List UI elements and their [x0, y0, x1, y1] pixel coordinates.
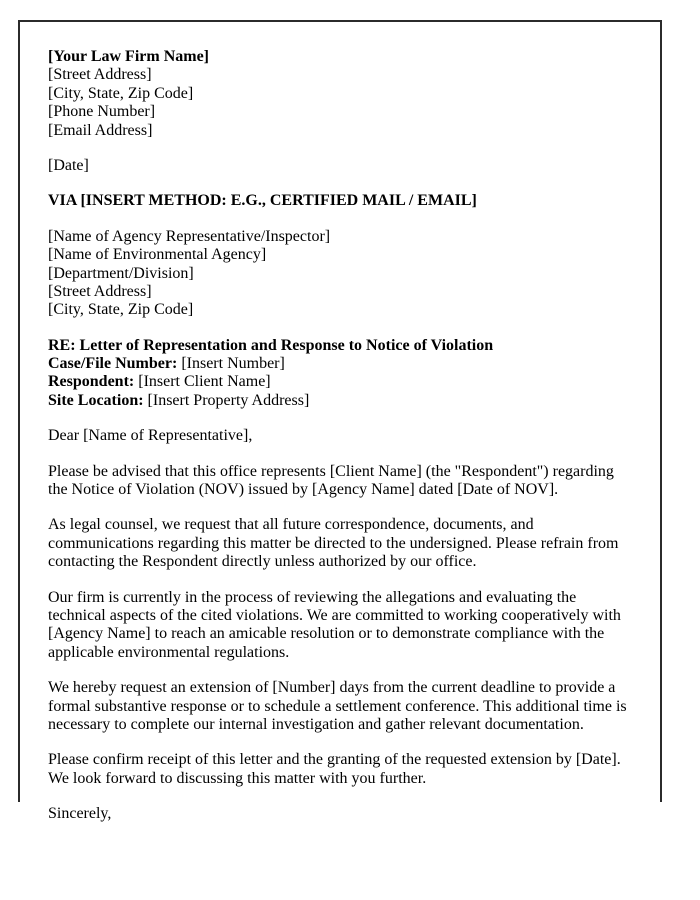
subject-block — [48, 337, 636, 411]
body-paragraph-representation: Please be advised that this office represents [Client Name] (the "Respondent") regarding the Notice of Violation (NOV) issued by [Agency Name] dated [Date of NOV]. — [48, 462, 614, 499]
respondent-label: Respondent: — [48, 373, 135, 391]
case-number-label: Case/File Number: — [48, 355, 178, 373]
recipient-city-state-zip: [City, State, Zip Code] — [48, 301, 194, 319]
respondent-value: [Insert Client Name] — [138, 373, 271, 391]
subject-respondent-line — [48, 373, 636, 391]
site-location-value: [Insert Property Address] — [147, 391, 310, 409]
body-paragraph-confirm-receipt: Please confirm receipt of this letter and the granting of the requested extension by [Date]. We look forward to discussing this matter with you further. — [48, 751, 621, 787]
recipient-address-block — [48, 228, 636, 320]
sender-phone: [Phone Number] — [48, 103, 156, 121]
letter-page — [18, 20, 662, 823]
sender-address-block — [48, 48, 636, 140]
date-line: [Date] — [48, 156, 89, 174]
recipient-name: [Name of Agency Representative/Inspector] — [48, 227, 331, 245]
subject-re-line: RE: Letter of Representation and Response to Notice of Violation — [48, 336, 494, 354]
delivery-method-line: VIA [INSERT METHOD: E.G., CERTIFIED MAIL / EMAIL] — [48, 192, 477, 210]
recipient-department: [Department/Division] — [48, 264, 194, 282]
body-paragraph-extension-request: We hereby request an extension of [Number] days from the current deadline to provide a formal substantive response or to schedule a settlement conference. This additional time is necessary to complete our internal investigation and gather relevant documentation. — [48, 679, 627, 733]
site-location-label: Site Location: — [48, 391, 144, 409]
salutation: Dear [Name of Representative], — [48, 427, 253, 445]
subject-site-line — [48, 392, 636, 410]
body-paragraph-correspondence: As legal counsel, we request that all future correspondence, documents, and communications regarding this matter be directed to the undersigned. Please refrain from contacting the Respondent directly unless authorized by our office. — [48, 516, 619, 571]
sender-street: [Street Address] — [48, 66, 152, 84]
sender-firm-name: [Your Law Firm Name] — [48, 48, 210, 65]
closing: Sincerely, — [48, 805, 112, 823]
case-number-value: [Insert Number] — [181, 355, 285, 373]
sender-email: [Email Address] — [48, 121, 153, 139]
sender-city-state-zip: [City, State, Zip Code] — [48, 84, 194, 102]
subject-case-line — [48, 355, 636, 373]
recipient-street: [Street Address] — [48, 282, 152, 300]
recipient-agency: [Name of Environmental Agency] — [48, 246, 267, 264]
body-paragraph-review: Our firm is currently in the process of reviewing the allegations and evaluating the technical aspects of the cited violations. We are committed to working cooperatively with [Agency Name] to reach an amicable resolution or to demonstrate compliance with the applicable environmental regulations. — [48, 588, 621, 661]
